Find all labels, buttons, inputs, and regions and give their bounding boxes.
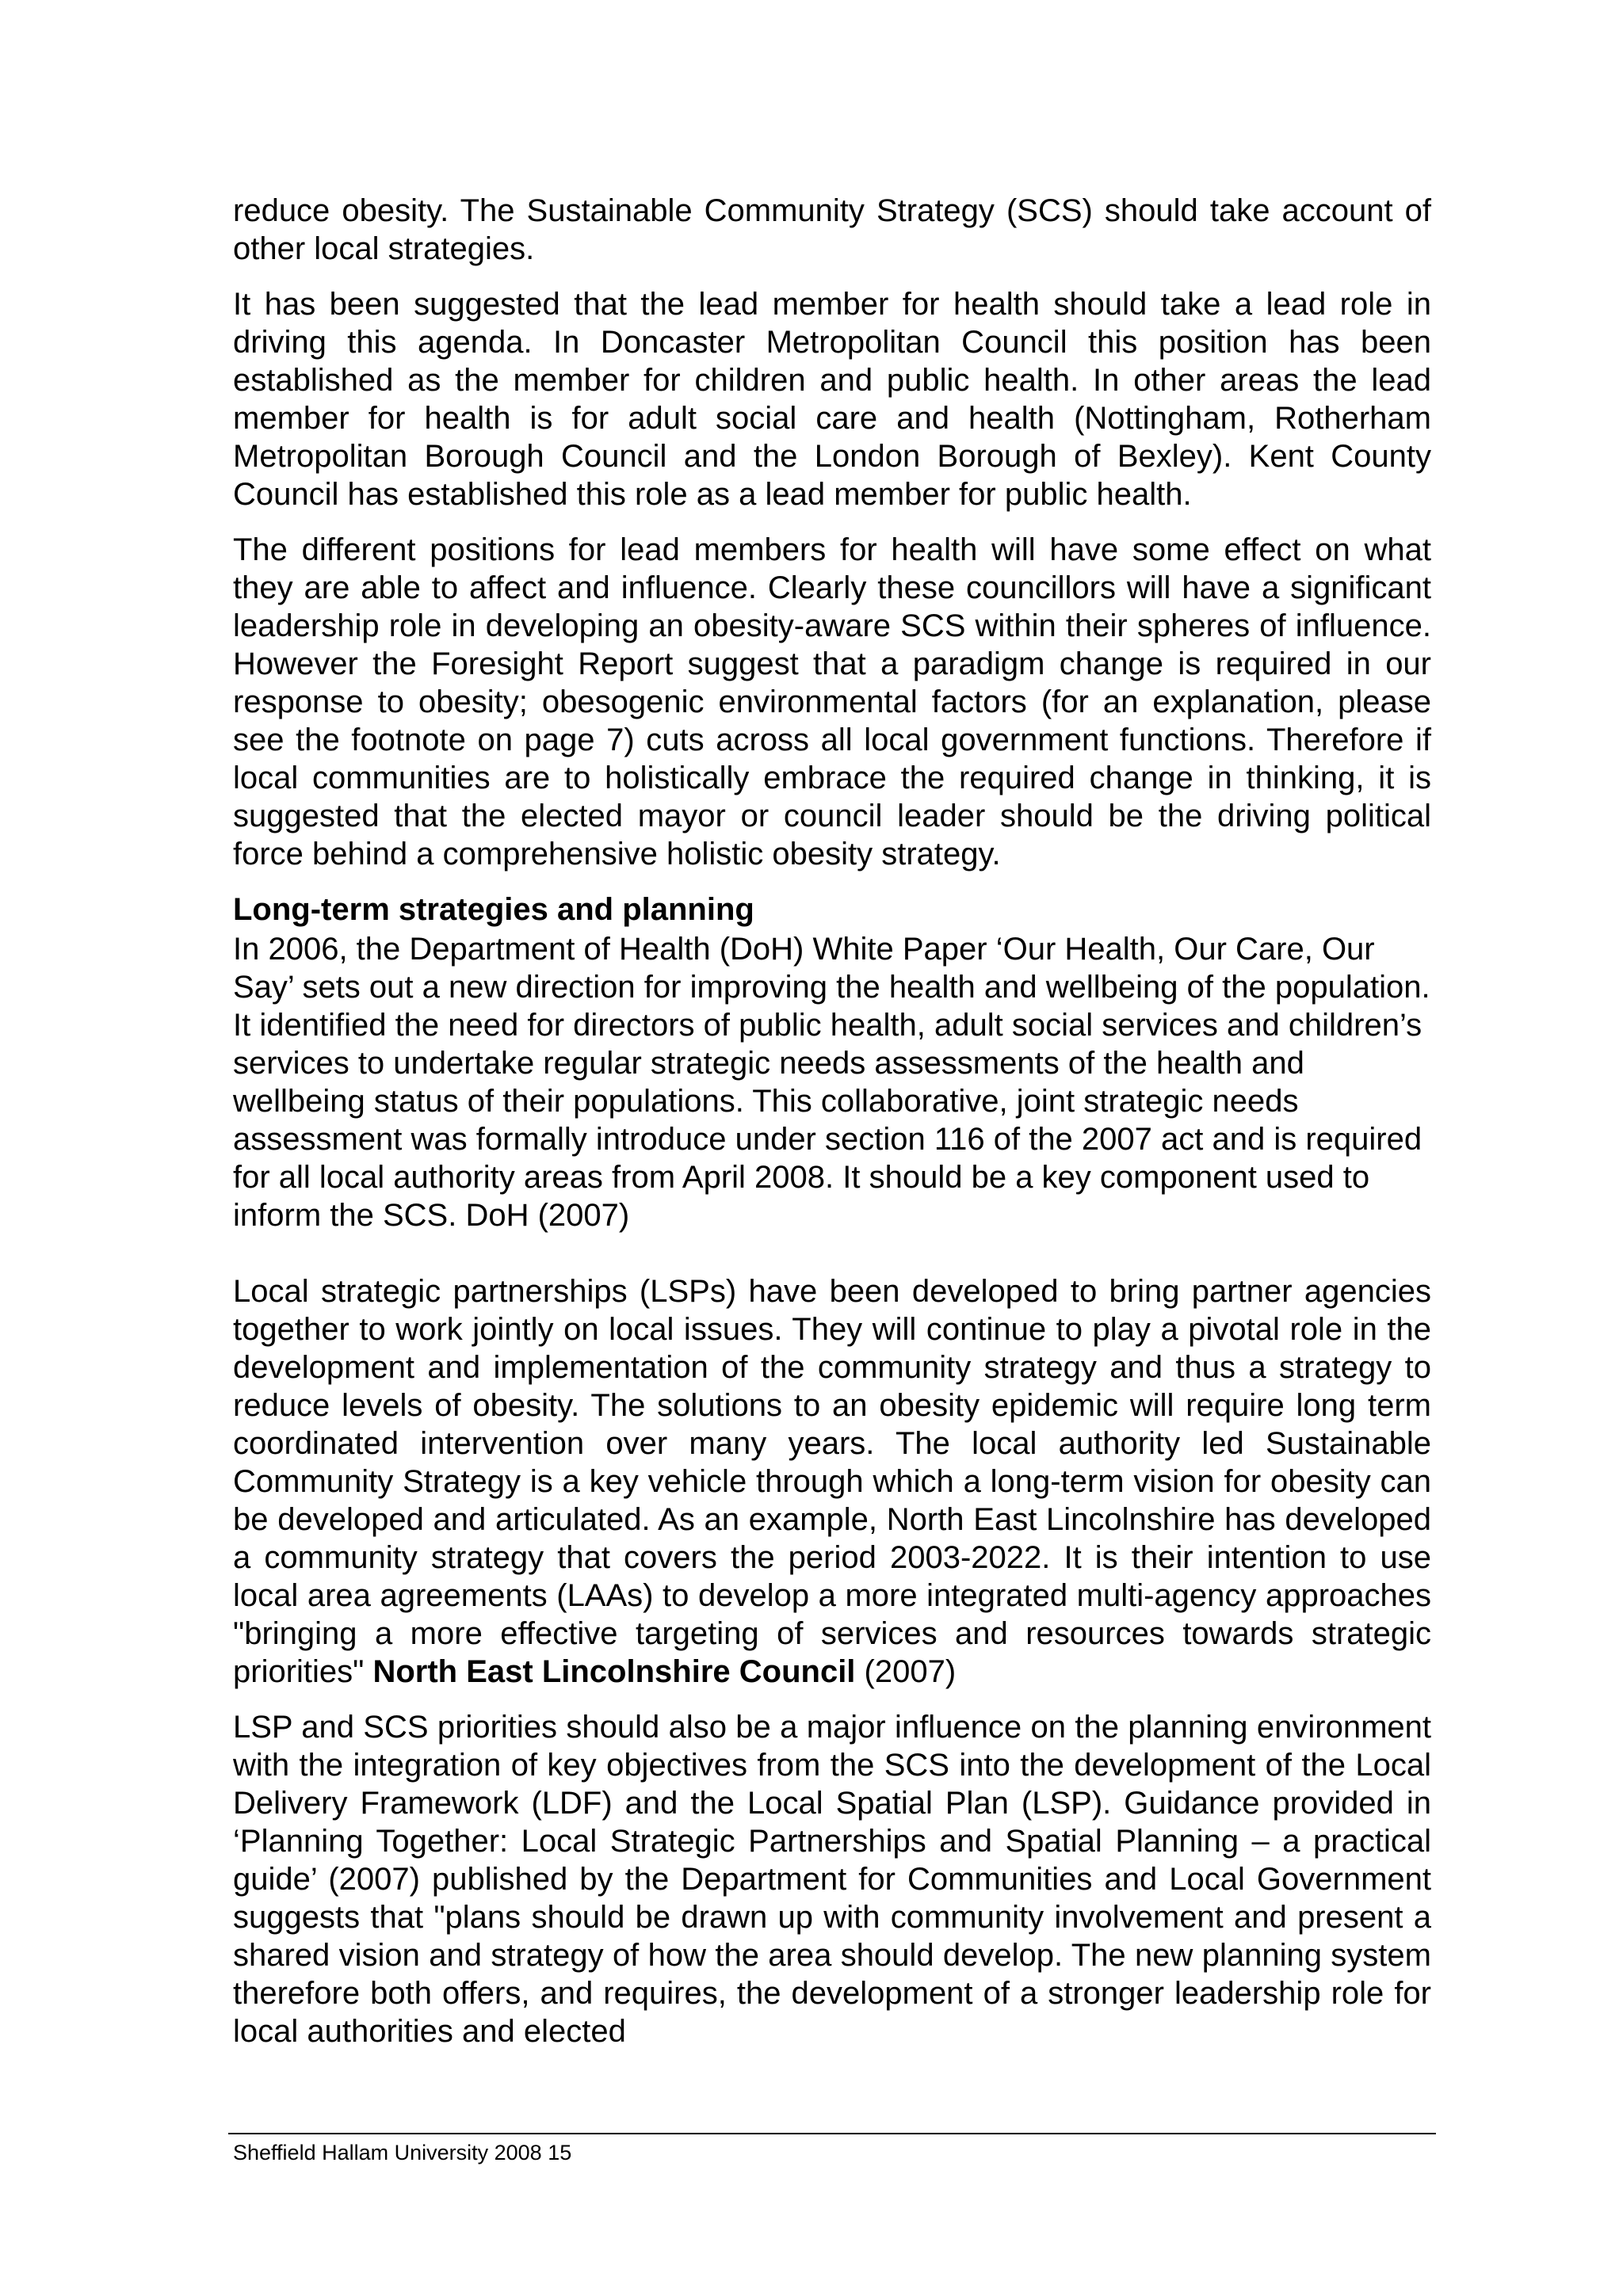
paragraph-lead-member-positions: The different positions for lead members for health will have some effect on what they are able to affect and influence. Clearly these councillors will have a significant leadership role in developing an obesity-aware SCS within their spheres of influence. However the Foresight Report suggest that a paradigm change is required in our response to obesity; obesogenic environmental factors (for an explanation, please see the footnote on page 7) cuts across all local government functions. Therefore if local communities are to holistically embrace the required change in thinking, it is suggested that the elected mayor or council leader should be the driving political force behind a comprehensive holistic obesity strategy. xyxy=(233,532,1431,871)
footer-divider xyxy=(228,2133,1436,2134)
paragraph-spacer xyxy=(233,1234,1431,1272)
citation-bold: North East Lincolnshire Council xyxy=(372,1654,856,1689)
paragraph-doh-white-paper: In 2006, the Department of Health (DoH) White Paper ‘Our Health, Our Care, Our Say’ sets out a new direction for improving the health and wellbeing of the population. It identified the need for directors of public health, adult social services and children’s services to undertake regular strategic needs assessments of the health and wellbeing status of their populations. This collaborative, joint strategic needs assessment was formally introduce under section 116 of the 2007 act and is required for all local authority areas from April 2008. It should be a key component used to inform the SCS. DoH (2007) xyxy=(233,932,1430,1233)
paragraph-text: Local strategic partnerships (LSPs) have been developed to bring partner agencies together to work jointly on local issues. They will continue to play a pivotal role in the development and implementation of the community strategy and thus a strategy to reduce levels of obesity. The solutions to an obesity epidemic will require long term coordinated intervention over many years. The local authority led Sustainable Community Strategy is a key vehicle through which a long-term vision for obesity can be developed and articulated. As an example, North East Lincolnshire has developed a community strategy that covers the period 2003-2022. It is their intention to use local area agreements (LAAs) to develop a more integrated multi-agency approaches "bringing a more effective targeting of services and resources towards strategic priorities" xyxy=(233,1274,1431,1689)
page-footer: Sheffield Hallam University 2008 15 xyxy=(233,2141,572,2164)
paragraph-local-strategic-partnerships xyxy=(233,1272,1431,1691)
paragraph-scs-intro: reduce obesity. The Sustainable Community Strategy (SCS) should take account of other local strategies. xyxy=(233,193,1431,266)
paragraph-lead-member: It has been suggested that the lead member for health should take a lead role in driving this agenda. In Doncaster Metropolitan Council this position has been established as the member for children and public health. In other areas the lead member for health is for adult social care and health (Nottingham, Rotherham Metropolitan Borough Council and the London Borough of Bexley). Kent County Council has established this role as a lead member for public health. xyxy=(233,287,1431,512)
document-page xyxy=(233,192,1431,2068)
citation-year: (2007) xyxy=(855,1654,957,1689)
paragraph-planning-environment: LSP and SCS priorities should also be a major influence on the planning environment with the integration of key objectives from the SCS into the development of the Local Delivery Framework (LDF) and the Local Spatial Plan (LSP). Guidance provided in ‘Planning Together: Local Strategic Partnerships and Spatial Planning – a practical guide’ (2007) published by the Department for Communities and Local Government suggests that "plans should be drawn up with community involvement and present a shared vision and strategy of how the area should develop. The new planning system therefore both offers, and requires, the development of a stronger leadership role for local authorities and elected xyxy=(233,1710,1431,2049)
section-heading: Long-term strategies and planning xyxy=(233,892,754,927)
